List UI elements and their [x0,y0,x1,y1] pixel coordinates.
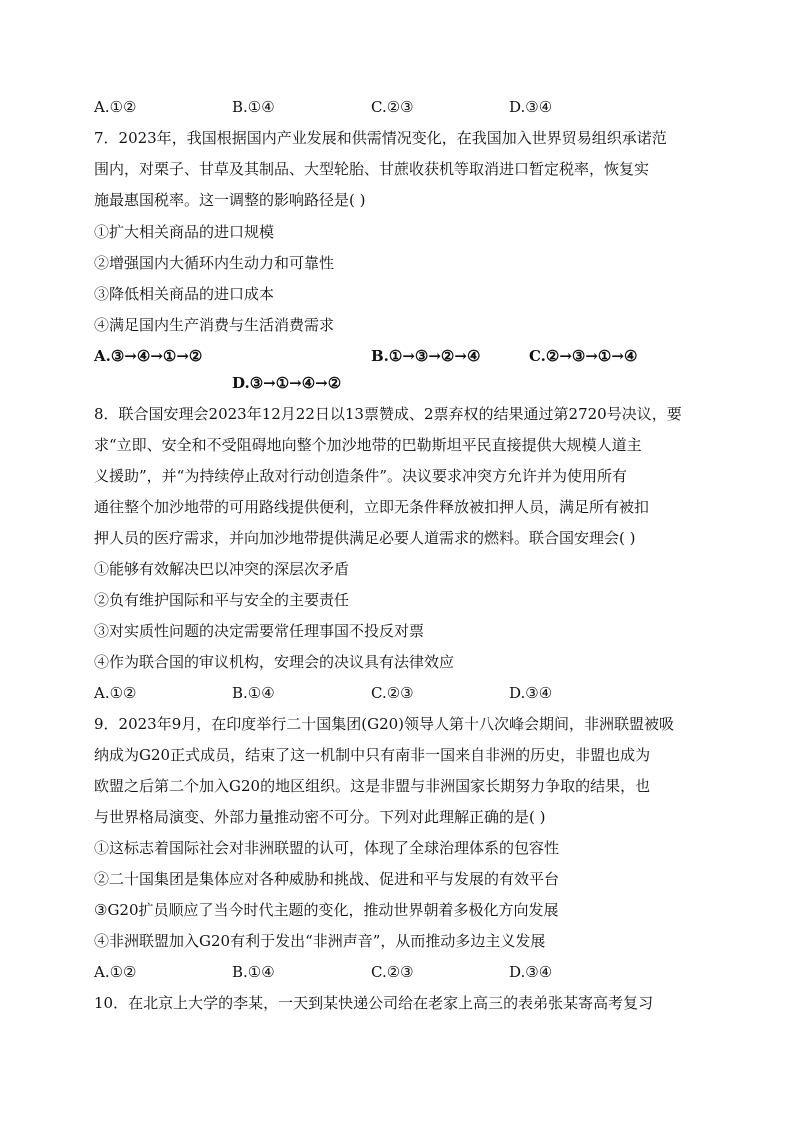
q8-option-d: D.③④ [509,684,553,702]
q6-option-b: B.①④ [232,98,275,116]
q6-option-a: A.①② [94,98,137,116]
q10-stem-line: 10．在北京上大学的李某，一天到某快递公司给在老家上高三的表弟张某寄高考复习 [94,994,654,1012]
q6-option-c: C.②③ [371,98,414,116]
q7-option-b: B.①→③→②→④ [371,347,481,365]
q8-item: ②负有维护国际和平与安全的主要责任 [94,591,350,609]
q9-option-d: D.③④ [509,963,553,981]
q9-option-c: C.②③ [371,963,414,981]
q8-option-b: B.①④ [232,684,275,702]
q7-stem-line: 围内，对栗子、甘草及其制品、大型轮胎、甘蔗收获机等取消进口暂定税率，恢复实 [94,160,650,178]
q8-option-a: A.①② [94,684,137,702]
q8-item: ③对实质性问题的决定需要常任理事国不投反对票 [94,622,425,640]
q9-item: ③G20扩员顺应了当今时代主题的变化，推动世界朝着多极化方向发展 [94,901,559,919]
q9-item: ①这标志着国际社会对非洲联盟的认可，体现了全球治理体系的包容性 [94,839,560,857]
q8-stem-line: 义援助”，并“为持续停止敌对行动创造条件”。决议要求冲突方允许并为使用所有 [94,467,628,485]
q9-stem-line: 9．2023年9月，在印度举行二十国集团(G20)领导人第十八次峰会期间，非洲联盟被吸 [94,715,675,733]
q8-stem-line: 求“立即、安全和不受阻碍地向整个加沙地带的巴勒斯坦平民直接提供大规模人道主 [94,436,642,454]
q9-stem-line: 与世界格局演变、外部力量推动密不可分。下列对此理解正确的是( ) [94,808,546,826]
q7-stem-line: 施最惠国税率。这一调整的影响路径是( ) [94,191,366,209]
q9-item: ④非洲联盟加入G20有利于发出“非洲声音”，从而推动多边主义发展 [94,932,546,950]
q7-option-a: A.③→④→①→② [94,347,203,365]
q7-option-c: C.②→③→①→④ [529,347,638,365]
q9-item: ②二十国集团是集体应对各种威胁和挑战、促进和平与发展的有效平台 [94,870,560,888]
q7-item: ④满足国内生产消费与生活消费需求 [94,316,335,334]
q9-option-a: A.①② [94,963,137,981]
q8-stem-line: 8．联合国安理会2023年12月22日以13票赞成、2票弃权的结果通过第2720号决议，要 [94,405,682,423]
q8-item: ④作为联合国的审议机构，安理会的决议具有法律效应 [94,653,455,671]
q9-stem-line: 欧盟之后第二个加入G20的地区组织。这是非盟与非洲国家长期努力争取的结果，也 [94,777,651,795]
q7-item: ①扩大相关商品的进口规模 [94,223,275,241]
q7-item: ③降低相关商品的进口成本 [94,285,275,303]
q6-option-d: D.③④ [509,98,553,116]
q8-stem-line: 押人员的医疗需求，并向加沙地带提供满足必要人道需求的燃料。联合国安理会( ) [94,529,636,547]
q8-stem-line: 通往整个加沙地带的可用路线提供便利，立即无条件释放被扣押人员，满足所有被扣 [94,498,650,516]
q8-item: ①能够有效解决巴以冲突的深层次矛盾 [94,560,350,578]
q7-option-d: D.③→①→④→② [232,374,342,392]
q9-option-b: B.①④ [232,963,275,981]
q7-stem-line: 7．2023年，我国根据国内产业发展和供需情况变化，在我国加入世界贸易组织承诺范 [94,129,667,147]
q7-item: ②增强国内大循环内生动力和可靠性 [94,254,335,272]
q9-stem-line: 纳成为G20正式成员，结束了这一机制中只有南非一国来自非洲的历史，非盟也成为 [94,746,651,764]
q8-option-c: C.②③ [371,684,414,702]
